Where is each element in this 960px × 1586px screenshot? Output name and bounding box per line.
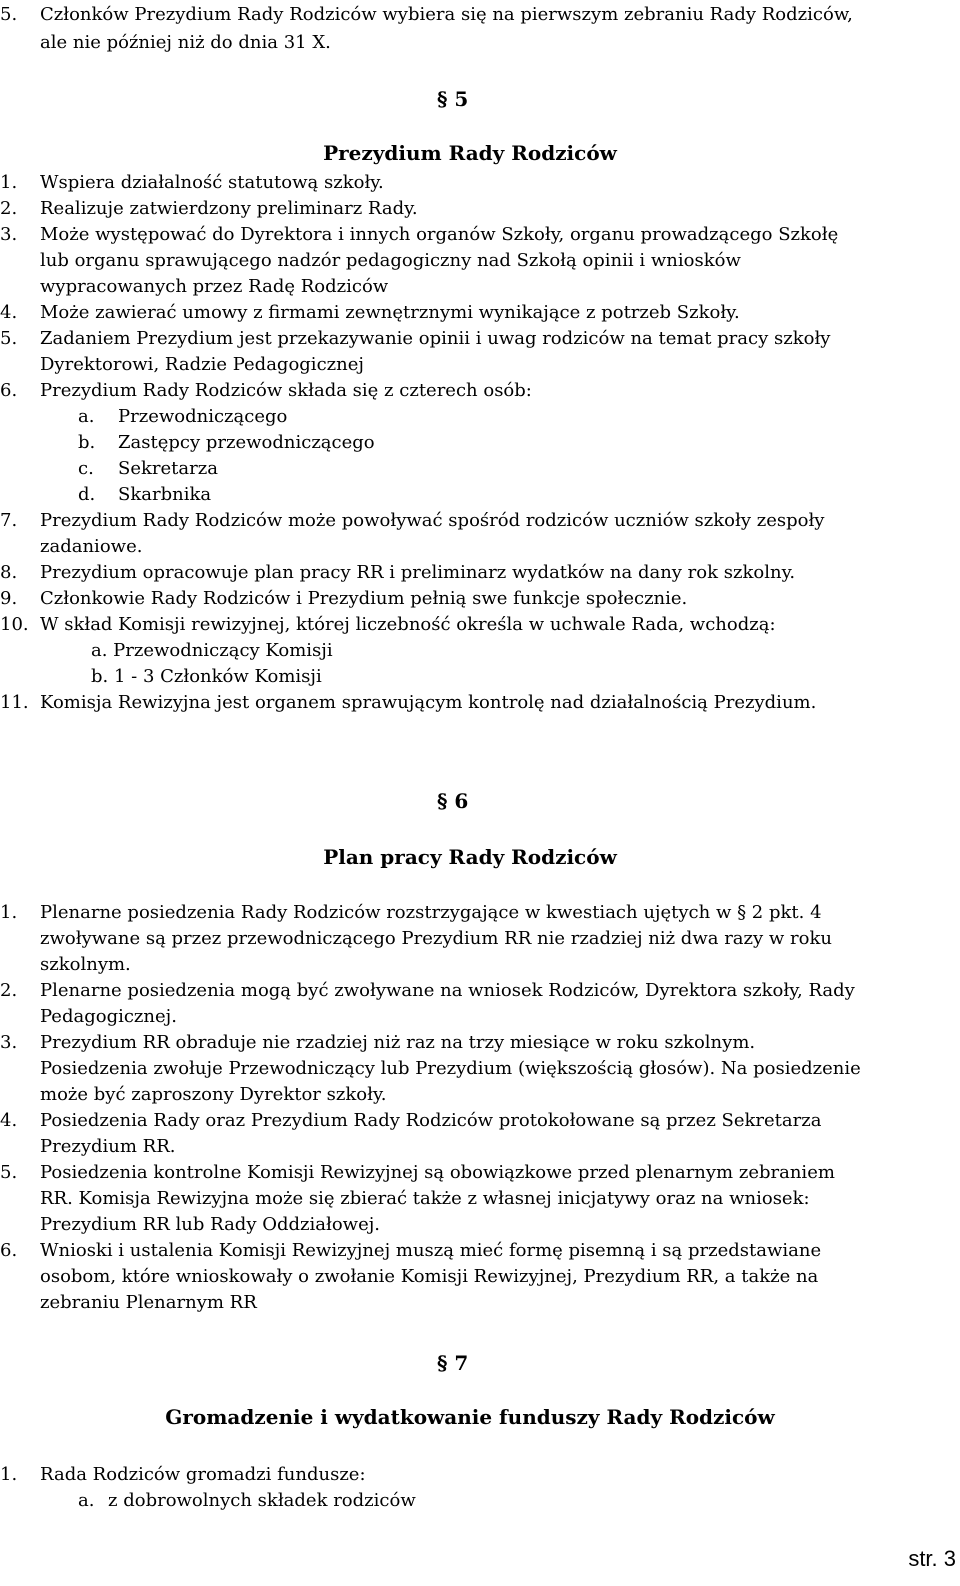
item-text-continuation: zadaniowe. <box>40 536 143 557</box>
item-text-continuation: Pedagogicznej. <box>40 1006 177 1027</box>
item-text-continuation: Prezydium RR lub Rady Oddziałowej. <box>40 1214 381 1235</box>
sub-item-text: Przewodniczącego <box>118 406 288 427</box>
sub-item-letter: b. <box>78 432 96 453</box>
item-number: 3. <box>0 1032 18 1053</box>
item-number: 9. <box>0 588 18 609</box>
sub-item-text: Zastępcy przewodniczącego <box>118 432 375 453</box>
section-title: Prezydium Rady Rodziców <box>323 141 617 165</box>
item-text-continuation: szkolnym. <box>40 954 131 975</box>
item-number: 7. <box>0 510 18 531</box>
sub-item-text: Sekretarza <box>118 458 218 479</box>
sub-item-letter: d. <box>78 484 96 505</box>
item-text: W skład Komisji rewizyjnej, której liczebność określa w uchwale Rada, wchodzą: <box>40 614 776 635</box>
item-number: 2. <box>0 980 18 1001</box>
sub-item: b. 1 - 3 Członków Komisji <box>91 666 322 687</box>
section-title: Plan pracy Rady Rodziców <box>323 845 617 869</box>
sub-item-text: Skarbnika <box>118 484 212 505</box>
item-text: Członkowie Rady Rodziców i Prezydium pełnią swe funkcje społecznie. <box>40 588 688 609</box>
sub-item-letter: c. <box>78 458 94 479</box>
item-text: Plenarne posiedzenia Rady Rodziców rozstrzygające w kwestiach ujętych w § 2 pkt. 4 <box>40 902 822 923</box>
item-text-continuation: może być zaproszony Dyrektor szkoły. <box>40 1084 387 1105</box>
item-text: Prezydium opracowuje plan pracy RR i preliminarz wydatków na dany rok szkolny. <box>40 562 796 583</box>
item-number: 5. <box>0 328 18 349</box>
item-number: 2. <box>0 198 18 219</box>
item-number: 6. <box>0 1240 18 1261</box>
item-text-continuation: Prezydium RR. <box>40 1136 176 1157</box>
item-text: Rada Rodziców gromadzi fundusze: <box>40 1464 366 1485</box>
item-text: Może występować do Dyrektora i innych organów Szkoły, organu prowadzącego Szkołę <box>40 224 839 245</box>
sub-item-text: z dobrowolnych składek rodziców <box>108 1490 416 1511</box>
item-text: Realizuje zatwierdzony preliminarz Rady. <box>40 198 418 219</box>
item-text-continuation: zwoływane są przez przewodniczącego Prezydium RR nie rzadziej niż dwa razy w roku <box>40 928 832 949</box>
sub-item: a. Przewodniczący Komisji <box>91 640 333 661</box>
item-number: 1. <box>0 902 18 923</box>
item-text: Zadaniem Prezydium jest przekazywanie opinii i uwag rodziców na temat pracy szkoły <box>40 328 831 349</box>
sub-item-letter: a. <box>78 1490 95 1511</box>
item-text: Posiedzenia Rady oraz Prezydium Rady Rodziców protokołowane są przez Sekretarza <box>40 1110 822 1131</box>
item-text: Prezydium Rady Rodziców może powoływać spośród rodziców uczniów szkoły zespoły <box>40 510 825 531</box>
item-number: 6. <box>0 380 18 401</box>
section-title: Gromadzenie i wydatkowanie funduszy Rady Rodziców <box>165 1405 775 1429</box>
item-number: 5. <box>0 4 18 25</box>
item-text-continuation: wypracowanych przez Radę Rodziców <box>40 276 389 297</box>
item-text-continuation: Posiedzenia zwołuje Przewodniczący lub Prezydium (większością głosów). Na posiedzenie <box>40 1058 861 1079</box>
item-text-continuation: osobom, które wnioskowały o zwołanie Komisji Rewizyjnej, Prezydium RR, a także na <box>40 1266 819 1287</box>
item-text: Posiedzenia kontrolne Komisji Rewizyjnej są obowiązkowe przed plenarnym zebraniem <box>40 1162 835 1183</box>
item-number: 1. <box>0 1464 18 1485</box>
section-sign: § 7 <box>437 1351 469 1375</box>
item-text-continuation: Dyrektorowi, Radzie Pedagogicznej <box>40 354 364 375</box>
section-sign: § 6 <box>437 789 469 813</box>
item-number: 1. <box>0 172 18 193</box>
item-text: Plenarne posiedzenia mogą być zwoływane na wniosek Rodziców, Dyrektora szkoły, Rady <box>40 980 855 1001</box>
section-sign: § 5 <box>437 87 469 111</box>
item-text: Prezydium RR obraduje nie rzadziej niż raz na trzy miesiące w roku szkolnym. <box>40 1032 756 1053</box>
item-text: Wnioski i ustalenia Komisji Rewizyjnej muszą mieć formę pisemną i są przedstawiane <box>40 1240 822 1261</box>
item-text: Może zawierać umowy z firmami zewnętrznymi wynikające z potrzeb Szkoły. <box>40 302 740 323</box>
item-text-continuation: lub organu sprawującego nadzór pedagogiczny nad Szkołą opinii i wniosków <box>40 250 741 271</box>
item-text-continuation: RR. Komisja Rewizyjna może się zbierać także z własnej inicjatywy oraz na wniosek: <box>40 1188 810 1209</box>
item-number: 11. <box>0 692 29 713</box>
item-text: Komisja Rewizyjna jest organem sprawującym kontrolę nad działalnością Prezydium. <box>40 692 817 713</box>
item-text-continuation: ale nie później niż do dnia 31 X. <box>40 32 331 53</box>
item-text: Członków Prezydium Rady Rodziców wybiera się na pierwszym zebraniu Rady Rodziców, <box>40 4 853 25</box>
item-number: 3. <box>0 224 18 245</box>
item-number: 4. <box>0 1110 18 1131</box>
item-number: 5. <box>0 1162 18 1183</box>
item-text: Prezydium Rady Rodziców składa się z czterech osób: <box>40 380 532 401</box>
item-text-continuation: zebraniu Plenarnym RR <box>40 1292 257 1313</box>
item-text: Wspiera działalność statutową szkoły. <box>40 172 384 193</box>
sub-item-letter: a. <box>78 406 95 427</box>
item-number: 4. <box>0 302 18 323</box>
item-number: 10. <box>0 614 29 635</box>
page-number: str. 3 <box>908 1546 956 1571</box>
item-number: 8. <box>0 562 18 583</box>
